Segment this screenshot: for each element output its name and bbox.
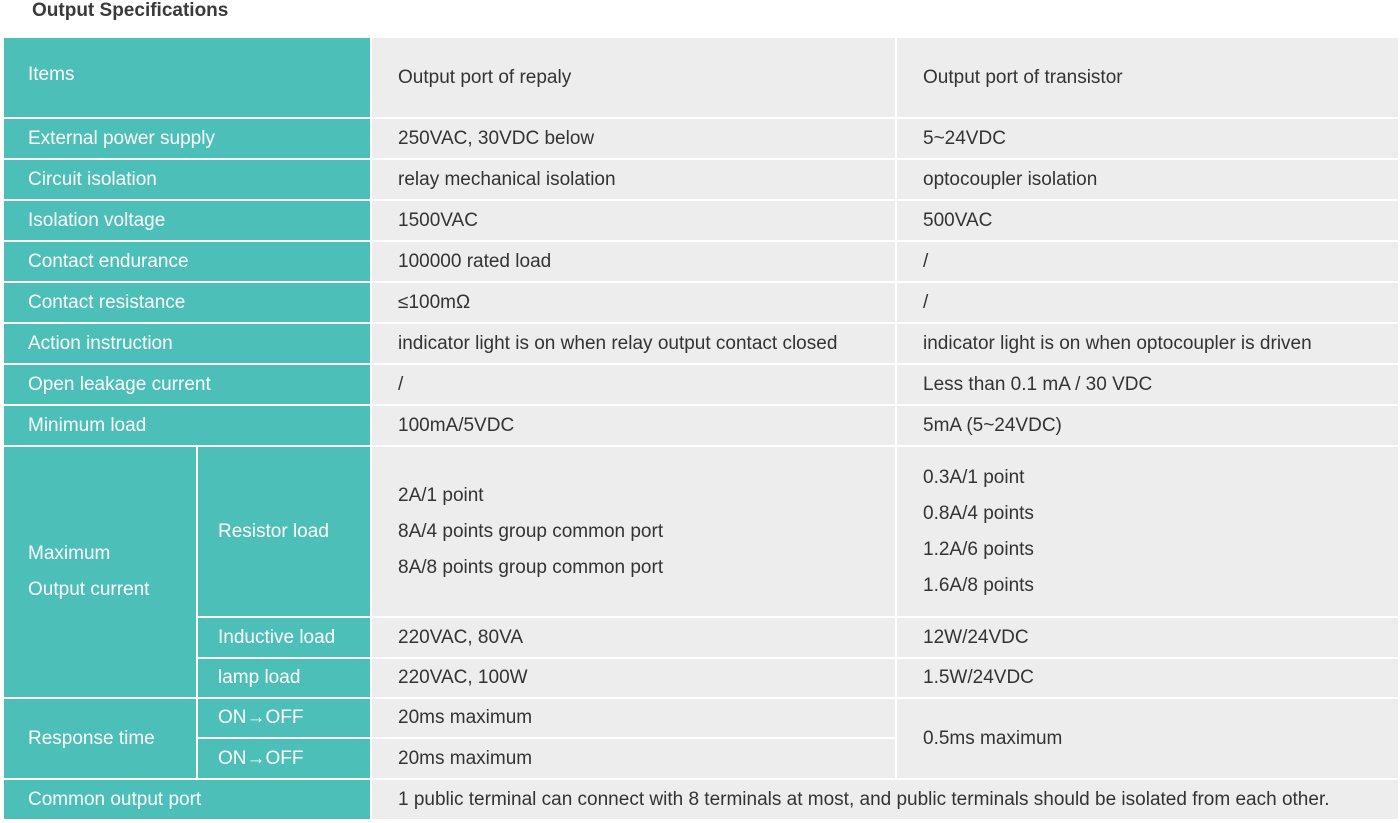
row-label: Circuit isolation — [3, 159, 371, 200]
relay-value: indicator light is on when relay output contact closed — [371, 323, 896, 364]
table-row — [3, 364, 1399, 405]
transistor-value: / — [896, 282, 1399, 323]
table-row — [3, 405, 1399, 446]
lamp-load-label: lamp load — [197, 658, 371, 698]
row-label: Contact endurance — [3, 241, 371, 282]
row-label: Open leakage current — [3, 364, 371, 405]
table-row — [3, 200, 1399, 241]
transistor-value: Less than 0.1 mA / 30 VDC — [896, 364, 1399, 405]
header-items: Items — [3, 37, 371, 118]
common-port-value: 1 public terminal can connect with 8 terminals at most, and public terminals should be isolated from each other. — [371, 779, 1399, 820]
table-row-response-1 — [3, 698, 1399, 738]
relay-value: 1500VAC — [371, 200, 896, 241]
resistor-load-transistor — [896, 446, 1399, 617]
table-row — [3, 159, 1399, 200]
lamp-load-transistor: 1.5W/24VDC — [896, 658, 1399, 698]
transistor-value: 500VAC — [896, 200, 1399, 241]
common-port-label: Common output port — [3, 779, 371, 820]
relay-value: 250VAC, 30VDC below — [371, 118, 896, 159]
relay-value: relay mechanical isolation — [371, 159, 896, 200]
resistor-relay-line: 2A/1 point — [398, 484, 484, 506]
transistor-value: 5mA (5~24VDC) — [896, 405, 1399, 446]
header-transistor: Output port of transistor — [896, 37, 1399, 118]
table-row — [3, 323, 1399, 364]
header-relay: Output port of repaly — [371, 37, 896, 118]
inductive-load-relay: 220VAC, 80VA — [371, 617, 896, 658]
relay-value: ≤100mΩ — [371, 282, 896, 323]
max-output-label — [3, 446, 197, 698]
table-row — [3, 241, 1399, 282]
resistor-load-label: Resistor load — [197, 446, 371, 617]
row-label: External power supply — [3, 118, 371, 159]
response-relay-value: 20ms maximum — [371, 738, 896, 779]
transistor-value: optocoupler isolation — [896, 159, 1399, 200]
page-title: Output Specifications — [32, 0, 229, 21]
max-output-label-line2: Output current — [28, 579, 150, 600]
table-row-common-port — [3, 779, 1399, 820]
resistor-relay-line: 8A/4 points group common port — [398, 520, 664, 542]
resistor-transistor-line: 0.8A/4 points — [923, 502, 1034, 524]
response-on-off-label: ON→OFF — [197, 738, 371, 779]
table-row-resistor-load — [3, 446, 1399, 617]
inductive-load-label: Inductive load — [197, 617, 371, 658]
table-header-row — [3, 37, 1399, 118]
resistor-load-relay — [371, 446, 896, 617]
response-time-label: Response time — [3, 698, 197, 779]
row-label: Isolation voltage — [3, 200, 371, 241]
table-row — [3, 282, 1399, 323]
table-row-inductive-load — [3, 617, 1399, 658]
transistor-value: indicator light is on when optocoupler is driven — [896, 323, 1399, 364]
resistor-relay-line: 8A/8 points group common port — [398, 556, 664, 578]
max-output-label-line1: Maximum — [28, 543, 111, 564]
row-label: Action instruction — [3, 323, 371, 364]
inductive-load-transistor: 12W/24VDC — [896, 617, 1399, 658]
response-transistor-value: 0.5ms maximum — [896, 698, 1399, 779]
resistor-transistor-line: 1.6A/8 points — [923, 574, 1034, 596]
response-on-off-label: ON→OFF — [197, 698, 371, 738]
relay-value: / — [371, 364, 896, 405]
lamp-load-relay: 220VAC, 100W — [371, 658, 896, 698]
row-label: Minimum load — [3, 405, 371, 446]
transistor-value: 5~24VDC — [896, 118, 1399, 159]
transistor-value: / — [896, 241, 1399, 282]
row-label: Contact resistance — [3, 282, 371, 323]
resistor-transistor-line: 1.2A/6 points — [923, 538, 1034, 560]
relay-value: 100000 rated load — [371, 241, 896, 282]
table-row — [3, 118, 1399, 159]
table-row-lamp-load — [3, 658, 1399, 698]
resistor-transistor-line: 0.3A/1 point — [923, 466, 1025, 488]
output-spec-table — [2, 36, 1400, 821]
relay-value: 100mA/5VDC — [371, 405, 896, 446]
response-relay-value: 20ms maximum — [371, 698, 896, 738]
